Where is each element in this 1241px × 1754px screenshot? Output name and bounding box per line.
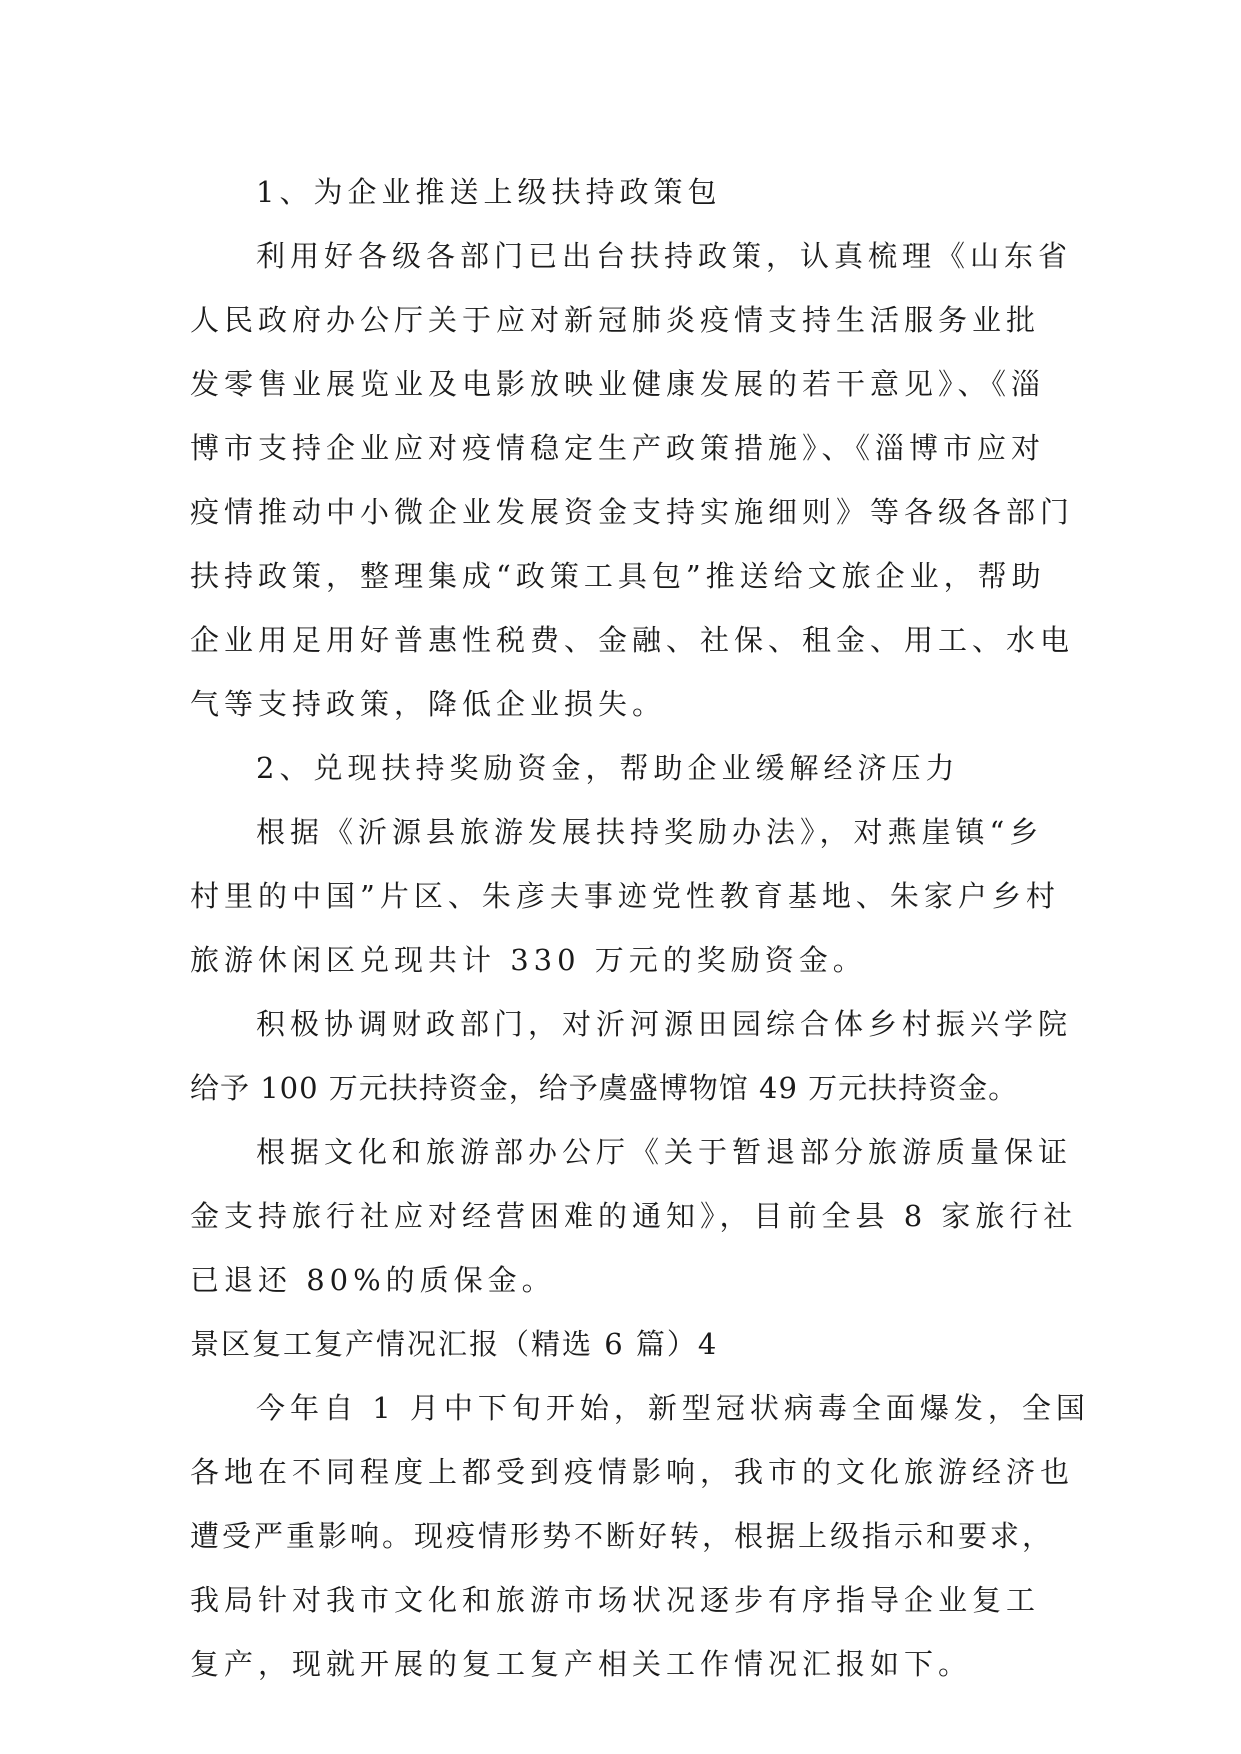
paragraph-line: 根据《沂源县旅游发展扶持奖励办法》，对燕崖镇“乡 (256, 815, 1044, 849)
paragraph-line: 积极协调财政部门，对沂河源田园综合体乡村振兴学院 (256, 1007, 1073, 1041)
paragraph-line: 人民政府办公厅关于应对新冠肺炎疫情支持生活服务业批 (190, 303, 1041, 337)
paragraph-line: 遭受严重影响。现疫情形势不断好转，根据上级指示和要求， (190, 1519, 1055, 1553)
paragraph-line: 给予 100 万元扶持资金，给予虞盛博物馆 49 万元扶持资金。 (190, 1071, 1019, 1105)
paragraph-line: 已退还 80%的质保金。 (190, 1263, 556, 1297)
paragraph-line: 疫情推动中小微企业发展资金支持实施细则》等各级各部门 (190, 495, 1075, 529)
paragraph-line: 我局针对我市文化和旅游市场状况逐步有序指导企业复工 (190, 1583, 1041, 1617)
paragraph-line: 利用好各级各部门已出台扶持政策，认真梳理《山东省 (256, 239, 1073, 273)
paragraph-line: 发零售业展览业及电影放映业健康发展的若干意见》、《淄 (190, 367, 1046, 401)
article-title: 景区复工复产情况汇报（精选 6 篇）4 (190, 1327, 719, 1361)
paragraph-line: 气等支持政策，降低企业损失。 (190, 687, 667, 721)
paragraph-line: 扶持政策，整理集成“政策工具包”推送给文旅企业，帮助 (190, 559, 1046, 593)
paragraph-line: 复产，现就开展的复工复产相关工作情况汇报如下。 (190, 1647, 973, 1681)
paragraph-line: 根据文化和旅游部办公厅《关于暂退部分旅游质量保证 (256, 1135, 1073, 1169)
section-heading-1: 1、为企业推送上级扶持政策包 (256, 175, 722, 209)
paragraph-line: 博市支持企业应对疫情稳定生产政策措施》、《淄博市应对 (190, 431, 1046, 465)
paragraph-line: 金支持旅行社应对经营困难的通知》，目前全县 8 家旅行社 (190, 1199, 1078, 1233)
section-heading-2: 2、兑现扶持奖励资金，帮助企业缓解经济压力 (256, 751, 960, 785)
paragraph-line: 村里的中国”片区、朱彦夫事迹党性教育基地、朱家户乡村 (190, 879, 1060, 913)
paragraph-line: 各地在不同程度上都受到疫情影响，我市的文化旅游经济也 (190, 1455, 1075, 1489)
paragraph-line: 企业用足用好普惠性税费、金融、社保、租金、用工、水电 (190, 623, 1075, 657)
paragraph-line: 今年自 1 月中下旬开始，新型冠状病毒全面爆发，全国 (256, 1391, 1090, 1425)
document-body (190, 160, 1090, 1696)
paragraph-line: 旅游休闲区兑现共计 330 万元的奖励资金。 (190, 943, 867, 977)
